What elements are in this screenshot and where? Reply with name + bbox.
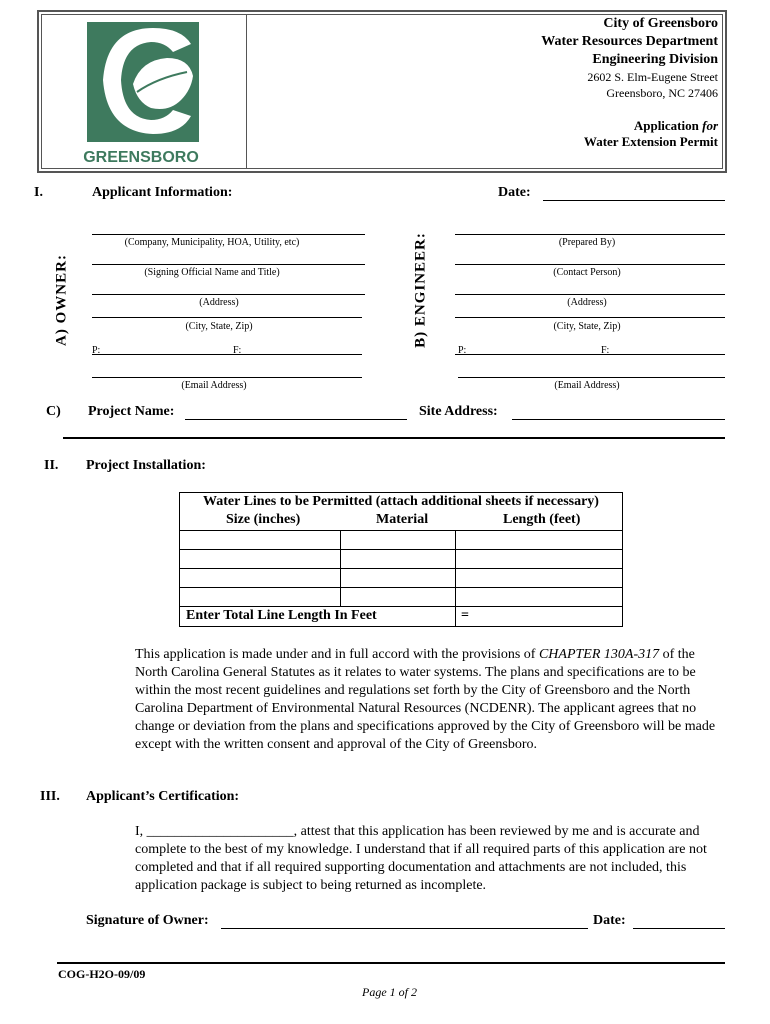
greensboro-logo — [41, 14, 247, 169]
project-name-field[interactable] — [185, 404, 407, 420]
cert-name-blank[interactable]: _____________________ — [146, 824, 294, 839]
section-2-numeral: II. — [44, 458, 59, 473]
application-heading — [634, 118, 718, 134]
department-name: Water Resources Department — [541, 34, 718, 49]
equals-sign: = — [461, 608, 469, 623]
provisions-text-2: of the North Carolina General Statutes as it relates to water systems. The plans and specifications are to be within the most recent guidelines and regulations set forth by the City of Greensboro and the North Carolina Department of Environmental Natural Resources (NCDENR). The applicant agrees that no change or deviation from the plans and specifications approved by the City of Greensboro will be made except with the written consent and approval of the City of Greensboro. — [135, 647, 716, 752]
table-row — [180, 568, 623, 587]
material-cell[interactable] — [341, 530, 456, 549]
engineer-email-caption: (Email Address) — [554, 380, 620, 391]
certification-paragraph — [135, 823, 725, 895]
engineer-prepared-field[interactable] — [455, 225, 725, 235]
page-number: Page 1 of 2 — [362, 985, 417, 999]
form-code: COG-H2O-09/09 — [58, 967, 146, 981]
application-for: for — [702, 118, 718, 133]
city-name: City of Greensboro — [603, 16, 718, 31]
size-cell[interactable] — [180, 568, 341, 587]
application-title: Water Extension Permit — [583, 134, 718, 149]
engineer-fax-label: F: — [601, 345, 610, 356]
section-1-numeral: I. — [34, 185, 43, 200]
total-field[interactable] — [456, 606, 623, 626]
col-length-header: Length (feet) — [503, 511, 581, 527]
section-3-numeral: III. — [40, 789, 60, 804]
engineer-prepared-caption: (Prepared By) — [558, 237, 616, 248]
engineer-address-caption: (Address) — [567, 297, 607, 308]
chapter-reference: CHAPTER 130A-317 — [538, 647, 660, 662]
logo-wordmark: GREENSBORO — [83, 149, 199, 166]
section-1-title: Applicant Information: — [92, 185, 233, 200]
provisions-paragraph — [135, 646, 725, 754]
col-material-header: Material — [376, 511, 429, 527]
owner-city-caption: (City, State, Zip) — [185, 321, 253, 332]
size-cell[interactable] — [180, 587, 341, 606]
table-row — [180, 549, 623, 568]
cert-text-2: , attest that this application has been reviewed by me and is accurate and complete to the best of my knowledge. I understand that if all required parts of this application are not completed and that if all required supporting documentation and attachments are not included, this application package is subject to being returned as incomplete. — [135, 824, 707, 893]
section-2-title: Project Installation: — [86, 458, 206, 473]
date-label: Date: — [498, 185, 531, 200]
site-address-field[interactable] — [512, 404, 725, 420]
engineer-address-field[interactable] — [455, 285, 725, 295]
water-lines-table — [179, 492, 623, 627]
section-divider — [63, 437, 725, 439]
cert-text-1: I, — [135, 824, 147, 839]
provisions-text-1: This application is made under and in full accord with the provisions of — [135, 647, 539, 662]
total-label: Enter Total Line Length In Feet — [180, 606, 456, 626]
length-cell[interactable] — [456, 568, 623, 587]
owner-label: A) OWNER: — [53, 254, 70, 346]
application-prefix: Application — [633, 118, 703, 133]
engineer-label: B) ENGINEER: — [412, 232, 429, 348]
length-cell[interactable] — [456, 587, 623, 606]
signature-date-label: Date: — [593, 913, 626, 928]
owner-city-field[interactable] — [92, 308, 362, 318]
city-state-zip: Greensboro, NC 27406 — [606, 86, 718, 100]
section-3-title: Applicant’s Certification: — [86, 789, 240, 804]
length-cell[interactable] — [456, 530, 623, 549]
footer-rule — [57, 962, 725, 964]
date-field[interactable] — [543, 186, 725, 201]
owner-address-caption: (Address) — [199, 297, 239, 308]
total-row — [180, 606, 623, 626]
project-name-label: Project Name: — [88, 404, 175, 419]
site-address-label: Site Address: — [419, 404, 498, 419]
material-cell[interactable] — [341, 587, 456, 606]
logo-panel — [41, 14, 247, 169]
engineer-contact-field[interactable] — [455, 255, 725, 265]
owner-address-field[interactable] — [92, 285, 365, 295]
table-title: Water Lines to be Permitted (attach additional sheets if necessary) — [180, 493, 623, 511]
engineer-city-caption: (City, State, Zip) — [553, 321, 621, 332]
table-row — [180, 587, 623, 606]
engineer-phone-fax-field[interactable] — [455, 344, 725, 355]
owner-email-caption: (Email Address) — [181, 380, 247, 391]
owner-phone-label: P: — [92, 345, 101, 356]
owner-signing-field[interactable] — [92, 255, 365, 265]
col-size-header: Size (inches) — [226, 511, 301, 527]
length-cell[interactable] — [456, 549, 623, 568]
engineer-email-field[interactable] — [458, 367, 725, 378]
street-address: 2602 S. Elm-Eugene Street — [587, 70, 718, 84]
material-cell[interactable] — [341, 549, 456, 568]
signature-field[interactable] — [221, 913, 588, 929]
owner-signing-caption: (Signing Official Name and Title) — [144, 267, 280, 278]
owner-phone-fax-field[interactable] — [92, 344, 362, 355]
signature-date-field[interactable] — [633, 913, 725, 929]
section-c-label: C) — [46, 404, 61, 419]
division-name: Engineering Division — [592, 52, 718, 67]
engineer-contact-caption: (Contact Person) — [553, 267, 621, 278]
table-header-row — [180, 511, 623, 531]
owner-email-field[interactable] — [92, 367, 362, 378]
signature-label: Signature of Owner: — [86, 913, 209, 928]
size-cell[interactable] — [180, 530, 341, 549]
material-cell[interactable] — [341, 568, 456, 587]
owner-company-field[interactable] — [92, 225, 365, 235]
table-row — [180, 530, 623, 549]
engineer-phone-label: P: — [458, 345, 467, 356]
size-cell[interactable] — [180, 549, 341, 568]
owner-company-caption: (Company, Municipality, HOA, Utility, etc) — [124, 237, 300, 248]
engineer-city-field[interactable] — [455, 308, 725, 318]
owner-fax-label: F: — [233, 345, 242, 356]
